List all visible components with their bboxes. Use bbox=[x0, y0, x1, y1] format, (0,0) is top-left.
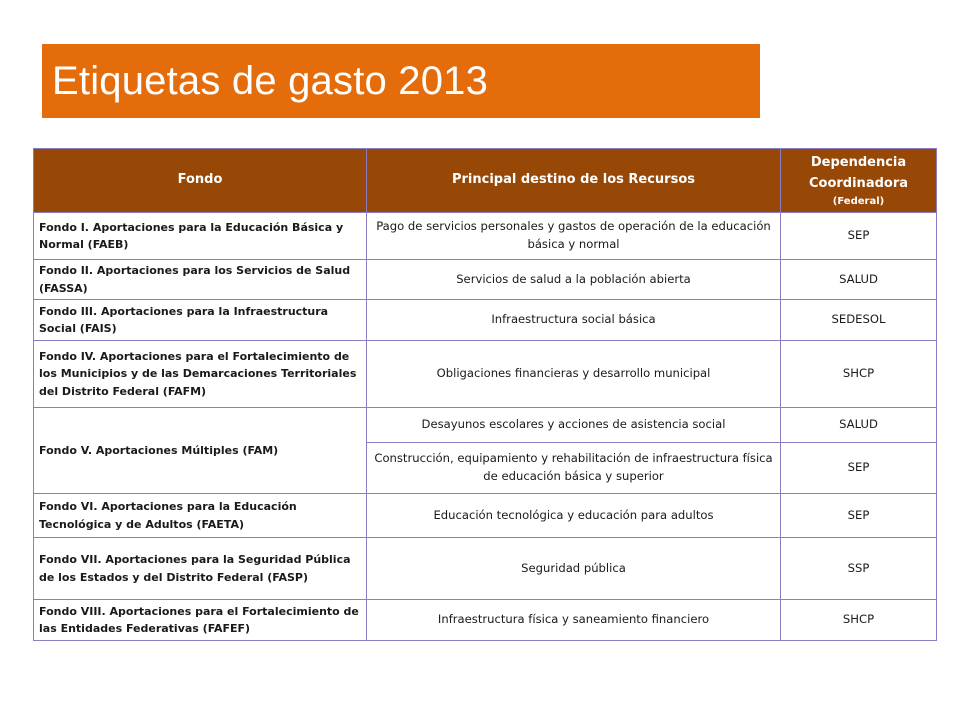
cell-fondo: Fondo V. Aportaciones Múltiples (FAM) bbox=[34, 408, 367, 494]
cell-fondo: Fondo III. Aportaciones para la Infraestructura Social (FAIS) bbox=[34, 300, 367, 341]
cell-destino: Construcción, equipamiento y rehabilitación de infraestructura física de educación básica y superior bbox=[367, 443, 781, 494]
table-row bbox=[34, 494, 937, 538]
cell-dependencia: SHCP bbox=[781, 341, 937, 408]
table-body bbox=[34, 213, 937, 641]
cell-destino: Servicios de salud a la población abierta bbox=[367, 260, 781, 300]
cell-dependencia: SEP bbox=[781, 213, 937, 260]
cell-fondo: Fondo VI. Aportaciones para la Educación Tecnológica y de Adultos (FAETA) bbox=[34, 494, 367, 538]
table-row bbox=[34, 600, 937, 641]
cell-destino: Infraestructura física y saneamiento financiero bbox=[367, 600, 781, 641]
cell-fondo: Fondo IV. Aportaciones para el Fortalecimiento de los Municipios y de las Demarcaciones Territoriales del Distrito Federal (FAFM) bbox=[34, 341, 367, 408]
cell-dependencia: SEP bbox=[781, 443, 937, 494]
header-dependencia-line2: Coordinadora bbox=[808, 176, 909, 191]
cell-dependencia: SHCP bbox=[781, 600, 937, 641]
table-row bbox=[34, 408, 937, 443]
header-dependencia-line1: Dependencia bbox=[810, 155, 907, 171]
cell-fondo: Fondo VII. Aportaciones para la Seguridad Pública de los Estados y del Distrito Federal (FASP) bbox=[34, 538, 367, 600]
cell-fondo: Fondo I. Aportaciones para la Educación Básica y Normal (FAEB) bbox=[34, 213, 367, 260]
table-row bbox=[34, 300, 937, 341]
table-row bbox=[34, 260, 937, 300]
table-row bbox=[34, 341, 937, 408]
cell-destino: Seguridad pública bbox=[367, 538, 781, 600]
table-row bbox=[34, 538, 937, 600]
cell-destino: Obligaciones financieras y desarrollo municipal bbox=[367, 341, 781, 408]
cell-fondo: Fondo VIII. Aportaciones para el Fortalecimiento de las Entidades Federativas (FAFEF) bbox=[34, 600, 367, 641]
header-dependencia-sub: (Federal) bbox=[832, 195, 885, 207]
title-banner bbox=[42, 44, 760, 118]
cell-dependencia: SEP bbox=[781, 494, 937, 538]
slide-title: Etiquetas de gasto 2013 bbox=[52, 58, 489, 103]
cell-dependencia: SSP bbox=[781, 538, 937, 600]
cell-fondo: Fondo II. Aportaciones para los Servicios de Salud (FASSA) bbox=[34, 260, 367, 300]
cell-dependencia: SALUD bbox=[781, 260, 937, 300]
header-destino: Principal destino de los Recursos bbox=[367, 149, 781, 213]
header-fondo: Fondo bbox=[34, 149, 367, 213]
header-dependencia bbox=[781, 149, 937, 213]
cell-dependencia: SALUD bbox=[781, 408, 937, 443]
cell-destino: Educación tecnológica y educación para adultos bbox=[367, 494, 781, 538]
cell-destino: Infraestructura social básica bbox=[367, 300, 781, 341]
cell-dependencia: SEDESOL bbox=[781, 300, 937, 341]
table-header-row bbox=[34, 149, 937, 213]
table-row bbox=[34, 213, 937, 260]
cell-destino: Pago de servicios personales y gastos de operación de la educación básica y normal bbox=[367, 213, 781, 260]
funds-table bbox=[33, 148, 937, 641]
cell-destino: Desayunos escolares y acciones de asistencia social bbox=[367, 408, 781, 443]
